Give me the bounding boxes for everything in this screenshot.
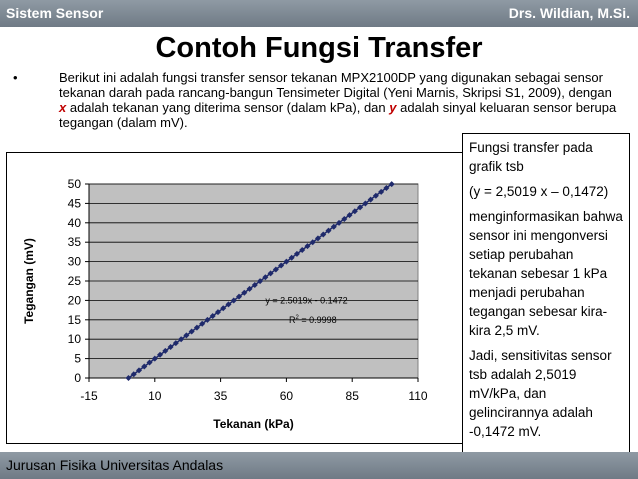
y-tick-label: 40	[67, 215, 81, 230]
footer-bar	[0, 452, 638, 479]
x-tick-label: 35	[213, 389, 228, 403]
x-tick-label: -15	[80, 389, 98, 403]
y-tick-label: 30	[67, 254, 81, 269]
y-tick-label: 45	[67, 196, 81, 211]
y-tick-label: 50	[67, 177, 81, 191]
y-tick-label: 25	[67, 274, 81, 288]
department-name: Jurusan Fisika Universitas Andalas	[6, 457, 224, 473]
explanation-equation: (y = 2,5019 x – 0,1472)	[469, 184, 609, 199]
author-name: Drs. Wildian, M.Si.	[508, 5, 630, 21]
course-title: Sistem Sensor	[6, 5, 104, 21]
y-axis-title: Tegangan (mV)	[22, 238, 36, 324]
trendline-equation: y = 2.5019x - 0.1472	[265, 295, 348, 306]
bullet-icon: •	[13, 70, 18, 85]
x-tick-label: 110	[408, 389, 428, 403]
transfer-function-chart	[7, 153, 463, 443]
y-tick-label: 35	[67, 235, 81, 250]
explanation-conclusion: Jadi, sensitivitas sensor tsb adalah 2,5019 mV/kPa, dan gelincirannya adalah -0,1472 mV.	[469, 348, 612, 439]
y-tick-label: 10	[67, 332, 81, 347]
explanation-intro: Fungsi transfer pada grafik tsb	[469, 140, 593, 174]
slide-title: Contoh Fungsi Transfer	[155, 32, 483, 64]
r-squared-value: = 0.9998	[298, 314, 337, 325]
x-tick-label: 10	[148, 389, 162, 403]
explanation-box	[462, 133, 630, 463]
chart-container	[6, 152, 464, 444]
explanation-detail: menginformasikan bahwa sensor ini mengonversi setiap perubahan tekanan sebesar 1 kPa menjadi perubahan tegangan sebesar kira-kira 2,5 mV.	[469, 209, 623, 338]
bullet-text-part3: adalah sinyal keluaran sensor berupa tegangan (dalam mV).	[59, 100, 617, 130]
y-tick-label: 15	[67, 312, 81, 327]
variable-y: y	[389, 100, 397, 115]
y-tick-label: 0	[74, 371, 81, 385]
r-squared-symbol: R	[289, 314, 296, 325]
y-tick-label: 5	[74, 351, 81, 366]
r-squared-superscript: 2	[295, 314, 299, 321]
x-tick-label: 60	[279, 389, 294, 403]
y-tick-label: 20	[67, 293, 81, 308]
bullet-text-part2: adalah tekanan yang diterima sensor (dalam kPa), dan	[66, 100, 390, 115]
x-axis-title: Tekanan (kPa)	[213, 417, 294, 431]
bullet-text	[59, 70, 619, 130]
header-bar	[0, 0, 638, 27]
variable-x: x	[59, 100, 67, 115]
x-tick-label: 85	[345, 389, 359, 403]
bullet-text-part1: Berikut ini adalah fungsi transfer sensor tekanan MPX2100DP yang digunakan sebagai sensor tekanan darah pada rancang-bangun Tensimeter Digital (Yeni Marnis, Skripsi S1, 2009), dengan	[59, 70, 612, 100]
